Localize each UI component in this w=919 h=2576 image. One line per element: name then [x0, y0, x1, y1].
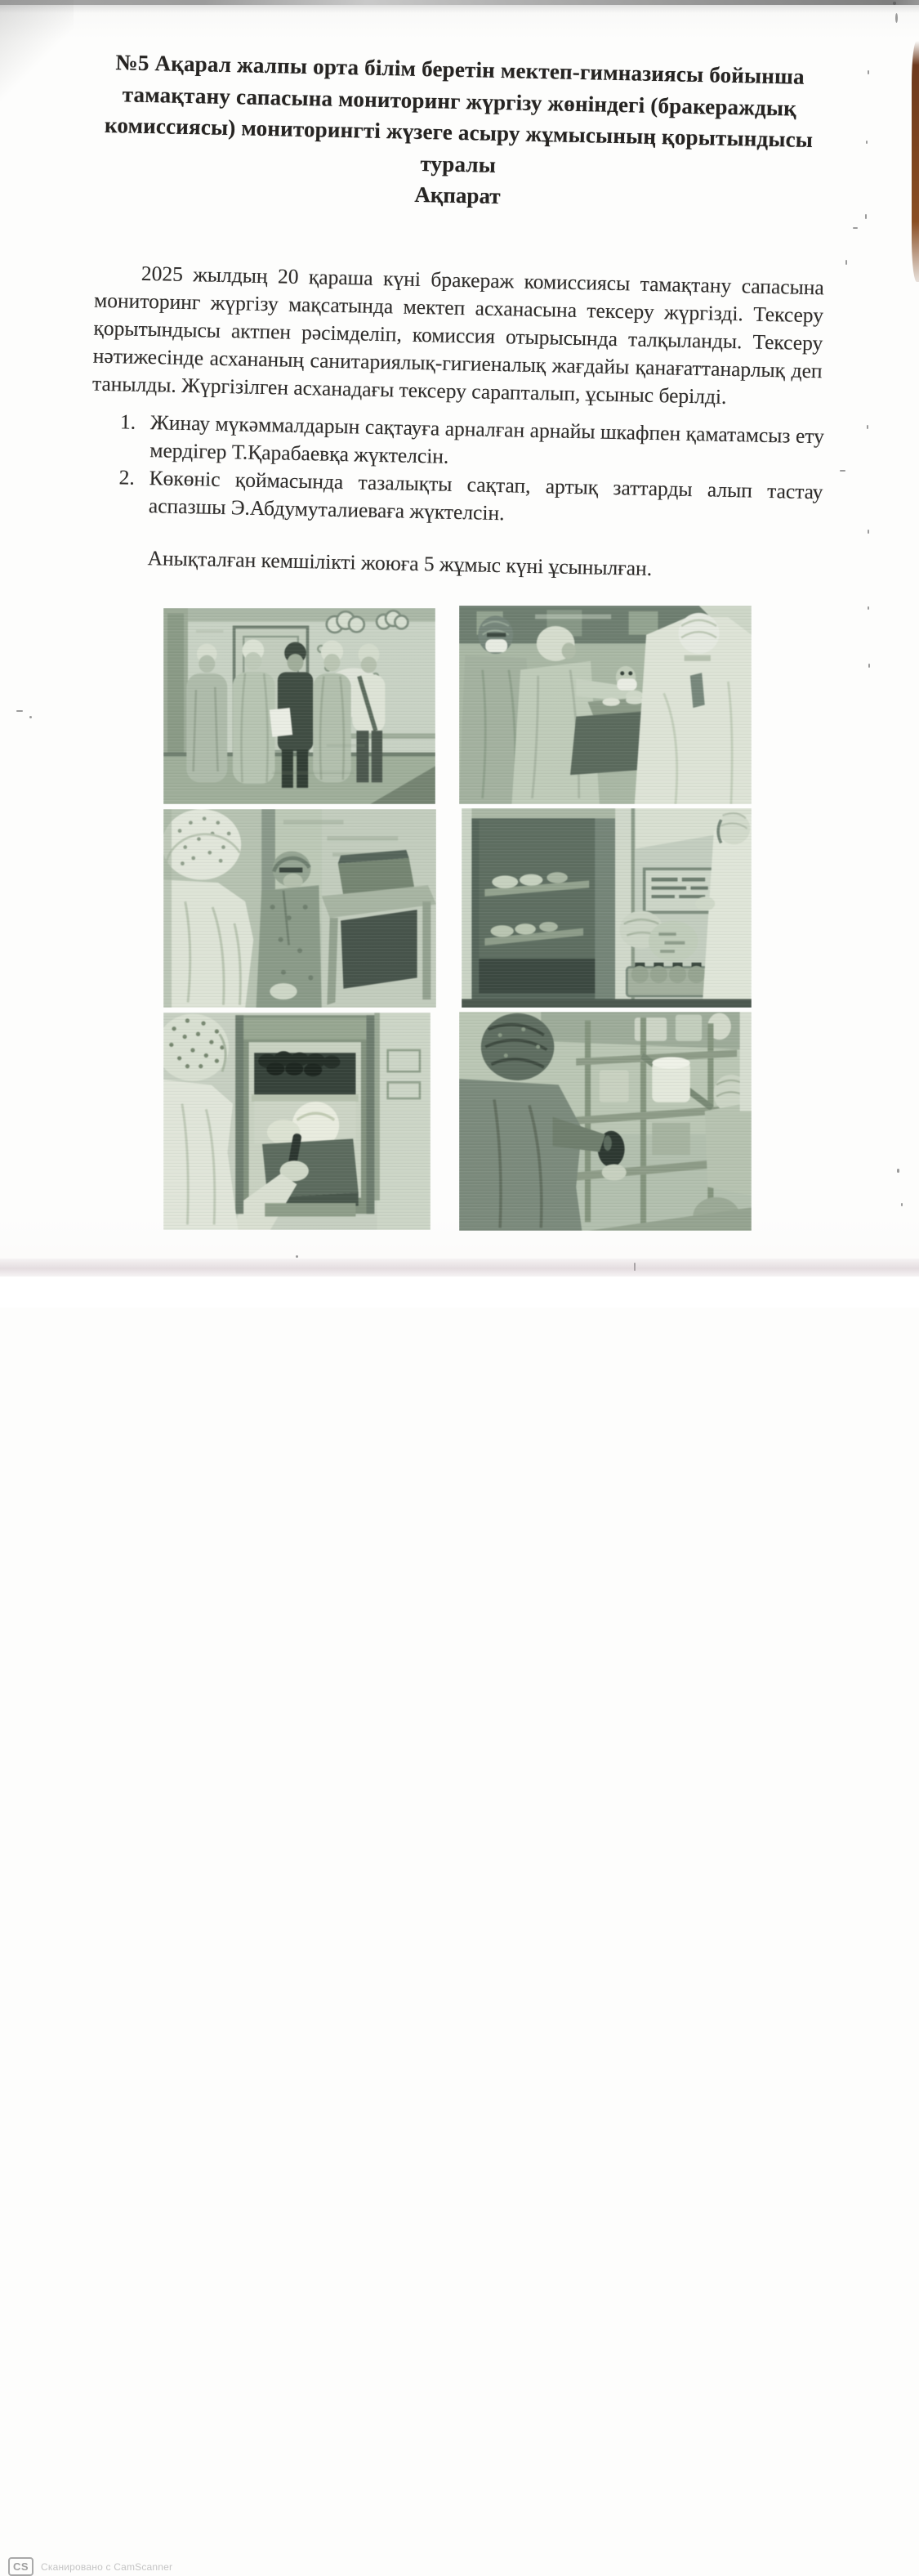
scan-speck	[29, 716, 32, 718]
scan-speck	[845, 260, 847, 265]
title-line: комиссиясы) мониторингті жүзеге асыру жұмысының қорытындысы	[104, 112, 814, 153]
photo-bread-shelf	[163, 1013, 431, 1230]
photo-commission-group-standing	[163, 608, 435, 804]
list-item-text: Көкөніс қоймасында тазалықты сақтап, артық заттарды алып тастау аспазшы Э.Абдумуталиеваға жүктелсін.	[148, 466, 823, 525]
photo-storeroom-check	[163, 809, 436, 1008]
scan-speck	[296, 1255, 298, 1258]
scan-speck	[16, 710, 23, 712]
scan-speck	[840, 470, 845, 472]
list-item-text: Жинау мүкәммалдарын сақтауға арналған арнайы шкафпен қаматамсыз ету мердігер Т.Қарабаевқа жүктелсін.	[149, 410, 825, 468]
photo-storage-rack	[459, 1012, 752, 1231]
scan-speck	[866, 141, 868, 144]
document-subtitle: Ақпарат	[414, 181, 501, 209]
camscanner-watermark-text: Сканировано с CamScanner	[41, 2560, 173, 2573]
list-item-number: 1.	[119, 409, 136, 434]
list-item-number: 2.	[118, 465, 136, 490]
scan-speck	[868, 70, 869, 74]
scan-speck	[865, 214, 867, 219]
scan-speck	[893, 2, 896, 5]
scan-speck	[868, 606, 869, 610]
numbered-list	[118, 408, 825, 534]
camscanner-badge-icon: CS	[8, 2557, 33, 2576]
scan-speck	[897, 1169, 899, 1173]
scan-bottom-shadow	[0, 1259, 919, 1277]
scan-speck	[867, 425, 868, 429]
photo-refrigerator-products	[462, 808, 752, 1008]
title-line: тамақтану сапасына мониторинг жүргізу жөніндегі (бракераждық	[122, 81, 797, 121]
body-paragraph: 2025 жылдың 20 қараша күні бракераж комиссиясы тамақтану сапасына мониторинг жүргізу мақсатында мектеп асханасына тексеру жүргізді. Тексеру қорытындысы актпен рәсімделіп, комиссия отырысында талқыланды. Тексеру нәтижесінде асхананың санитариялық-гигиеналық жағдайы қанағаттанарлық деп танылды. Жүргізілген асханадағы тексеру сарапталып, ұсыныс берілді.	[91, 261, 825, 409]
title-line: туралы	[420, 150, 497, 177]
camscanner-watermark	[8, 2557, 172, 2576]
document-text	[0, 0, 919, 631]
scan-speck	[853, 227, 858, 229]
photo-inspection-at-serving-table	[459, 606, 752, 804]
title-line: №5 Ақарал жалпы орта білім беретін мектеп-гимназиясы бойынша	[115, 50, 805, 89]
scan-speck	[868, 530, 869, 534]
closing-note: Анықталған кемшілікті жоюға 5 жұмыс күні ұсынылған.	[147, 546, 653, 581]
document-title	[87, 46, 830, 187]
scan-speck	[901, 1203, 903, 1206]
scan-speck	[868, 664, 870, 668]
scan-speck	[895, 13, 898, 23]
camscanner-bar	[0, 1277, 919, 2573]
